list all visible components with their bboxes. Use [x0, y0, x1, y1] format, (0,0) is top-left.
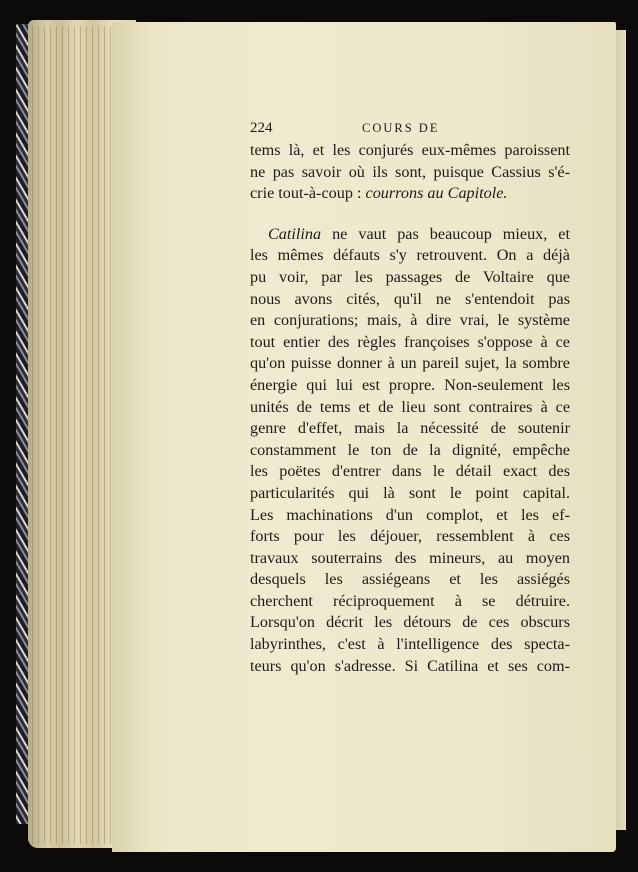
text-line: genre d'effet, mais la nécessité de soutenir [250, 419, 570, 438]
text-line: unités de tems et de lieu sont contraires à ce [250, 397, 570, 416]
text-line: constamment le ton de la dignité, empêche [250, 440, 570, 459]
text-line: labyrinthes, c'est à l'intelligence des specta- [250, 635, 570, 654]
italic-title: Catilina [268, 224, 322, 243]
text-line: nous avons cités, qu'il ne s'entendoit pas [250, 289, 570, 308]
text-line: forts pour les déjouer, ressemblent à ces [250, 527, 570, 546]
text-line: tems là, et les conjurés eux-mêmes paroissent [250, 141, 570, 159]
text-line: Les machinations d'un complot, et les ef- [250, 505, 570, 524]
text-line: travaux souterrains des mineurs, au moyen [250, 548, 570, 567]
text-line: ne pas savoir où ils sont, puisque Cassius s'é- [250, 162, 570, 181]
text-line: en conjurations; mais, à dire vrai, le système [250, 311, 570, 330]
paragraph-2 [250, 224, 570, 677]
text-line: les mêmes défauts s'y retrouvent. On a déjà [250, 246, 570, 265]
text-line: les poëtes d'entrer dans le détail exact des [250, 462, 570, 481]
paragraph-1 [250, 140, 570, 205]
text-line [250, 183, 570, 205]
text-span: ne vaut pas beaucoup mieux, et [332, 224, 570, 243]
text-span: crie tout-à-coup : [250, 184, 362, 203]
text-line: Lorsqu'on décrit les détours de ces obscurs [250, 613, 570, 632]
page-text [250, 118, 570, 677]
text-line: desquels les assiégeans et les assiégés [250, 570, 570, 589]
text-line: teurs qu'on s'adresse. Si Catilina et ses com- [250, 656, 570, 675]
page-number: 224 [250, 120, 273, 136]
text-line: tout entier des règles françoises s'oppose à ce [250, 332, 570, 351]
text-line: pu voir, par les passages de Voltaire que [250, 267, 570, 286]
italic-quote: courrons au Capitole. [365, 184, 508, 203]
running-head [250, 118, 570, 140]
running-title: COURS DE [362, 121, 440, 135]
text-line: cherchent réciproquement à se détruire. [250, 591, 570, 610]
text-line: énergie qui lui est propre. Non-seulement les [250, 375, 570, 394]
text-line: qu'on puisse donner à un pareil sujet, la sombre [250, 354, 570, 373]
text-line: particularités qui là sont le point capital. [250, 483, 570, 502]
text-line [250, 224, 570, 246]
